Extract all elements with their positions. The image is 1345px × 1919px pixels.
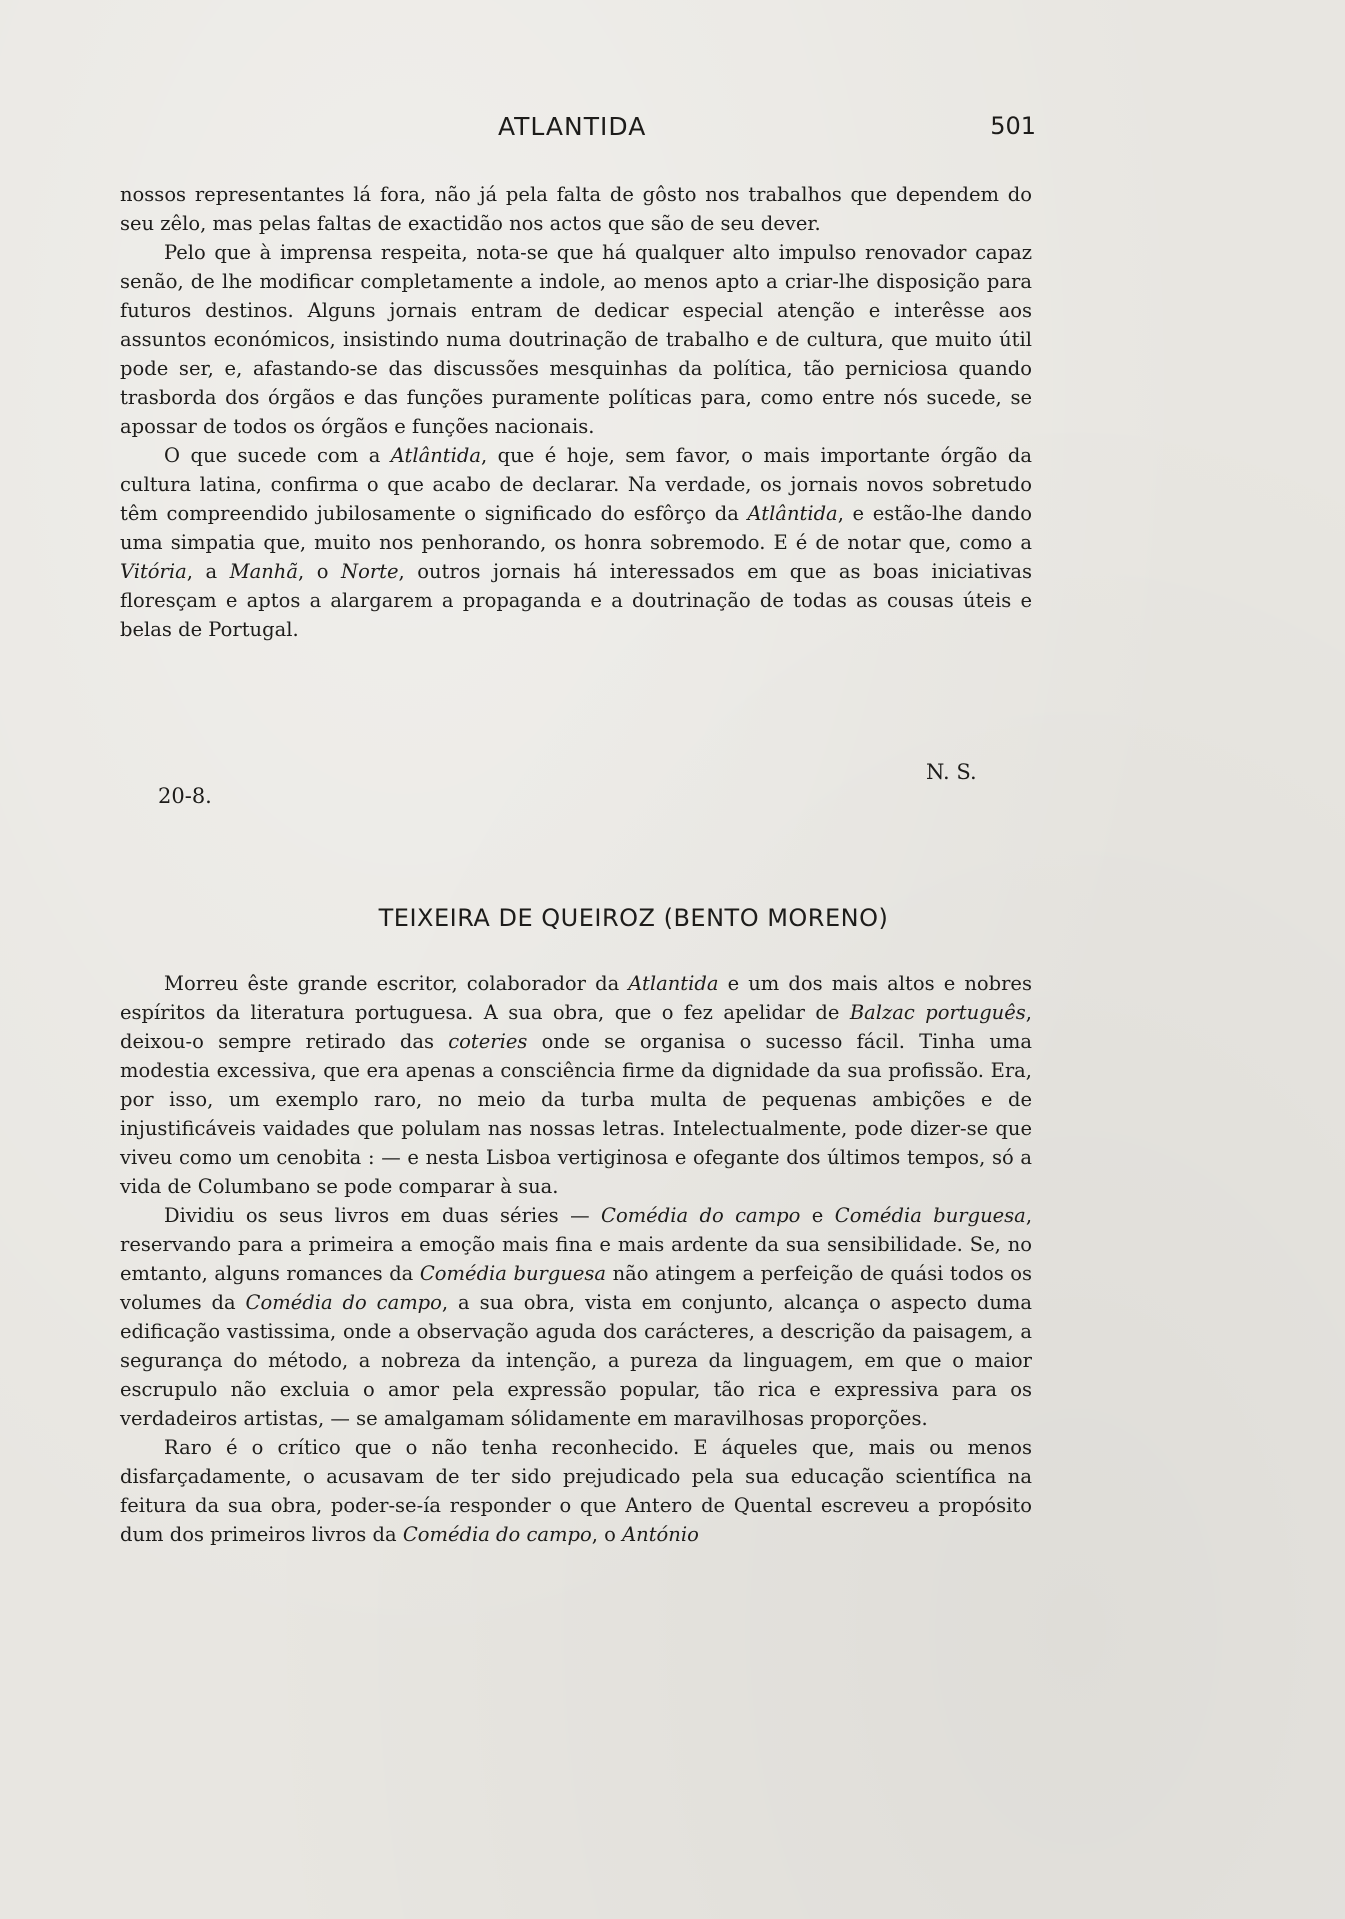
paragraph: nossos representantes lá fora, não já pela falta de gôsto nos trabalhos que dependem do seu zêlo, mas pelas faltas de exactidão nos actos que são de seu dever. xyxy=(120,183,1032,235)
author-initials: N. S. xyxy=(926,760,977,784)
article-signoff xyxy=(0,760,1345,820)
section-heading xyxy=(0,904,1345,932)
paragraph: Pelo que à imprensa respeita, nota-se que há qualquer alto impulso renovador capaz senão, de lhe modificar completamente a indole, ao menos apto a criar-lhe disposição para futuros destinos. Alguns jornais entram de dedicar especial atenção e interêsse aos assuntos económicos, insistindo numa doutrinação de trabalho e de cultura, que muito útil pode ser, e, afastando-se das discussões mesquinhas da política, tão perniciosa quando trasborda dos órgãos e das funções puramente políticas para, como entre nós sucede, se apossar de todos os órgãos e funções nacionais. xyxy=(120,241,1032,438)
article-date: 20-8. xyxy=(158,784,212,808)
running-title: ATLANTIDA xyxy=(498,112,647,141)
paragraph: O que sucede com a Atlântida, que é hoje, sem favor, o mais importante órgão da cultura latina, confirma o que acabo de declarar. Na verdade, os jornais novos sobretudo têm compreendido jubilosamente o significado do esfôrço da Atlântida, e estão-lhe dando uma simpatia que, muito nos penhorando, os honra sobremodo. E é de notar que, como a Vitória, a Manhã, o Norte, outros jornais há interessados em que as boas iniciativas floresçam e aptos a alargarem a propaganda e a doutrinação de todas as cousas úteis e belas de Portugal. xyxy=(120,444,1032,641)
obituary-article xyxy=(120,969,1032,1549)
page-header xyxy=(0,112,1345,152)
paragraph: Morreu êste grande escritor, colaborador da Atlantida e um dos mais altos e nobres espíritos da literatura portuguesa. A sua obra, que o fez apelidar de Balzac português, deixou-o sempre retirado das coteries onde se organisa o sucesso fácil. Tinha uma modestia excessiva, que era apenas a consciência firme da dignidade da sua profissão. Era, por isso, um exemplo raro, no meio da turba multa de pequenas ambições e de injustificáveis vaidades que polulam nas nossas letras. Intelectualmente, pode dizer-se que viveu como um cenobita : — e nesta Lisboa vertiginosa e ofegante dos últimos tempos, só a vida de Columbano se pode comparar à sua. xyxy=(120,972,1032,1198)
article-continuation xyxy=(120,180,1032,644)
page-number: 501 xyxy=(990,112,1036,140)
paragraph: Raro é o crítico que o não tenha reconhecido. E áqueles que, mais ou menos disfarçadamente, o acusavam de ter sido prejudicado pela sua educação scientífica na feitura da sua obra, poder-se-ía responder o que Antero de Quental escreveu a propósito dum dos primeiros livros da Comédia do campo, o António xyxy=(120,1436,1032,1546)
paragraph: Dividiu os seus livros em duas séries — Comédia do campo e Comédia burguesa, reservando para a primeira a emoção mais fina e mais ardente da sua sensibilidade. Se, no emtanto, alguns romances da Comédia burguesa não atingem a perfeição de quási todos os volumes da Comédia do campo, a sua obra, vista em conjunto, alcança o aspecto duma edificação vastissima, onde a observação aguda dos carácteres, a descrição da paisagem, a segurança do método, a nobreza da intenção, a pureza da linguagem, em que o maior escrupulo não excluia o amor pela expressão popular, tão rica e expressiva para os verdadeiros artistas, — se amalgamam sólidamente em maravilhosas proporções. xyxy=(120,1204,1033,1430)
section-heading-text: TEIXEIRA DE QUEIROZ (BENTO MORENO) xyxy=(378,904,889,932)
